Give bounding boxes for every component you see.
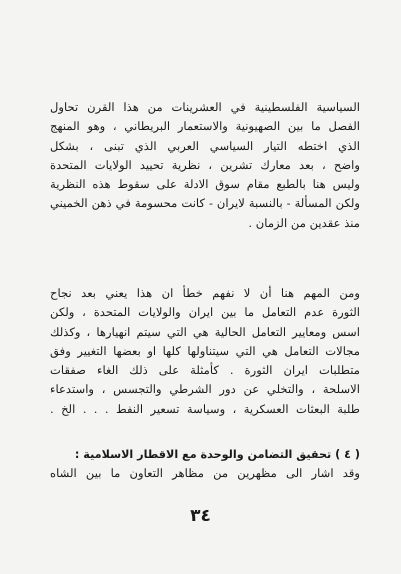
paragraph-line: الاسلحة ، والتخلي عن دور الشرطي والتجسس ، واستدعاء (50, 382, 360, 397)
paragraph-line: طلبة البعثات العسكرية ، وسياسة تسعير النفط . . . الخ . (50, 401, 360, 416)
section-4 (50, 445, 360, 484)
paragraph-2 (50, 284, 360, 419)
page-number: ٣٤ (190, 506, 211, 526)
paragraph-line: السياسية الفلسطينية في العشرينات من هذا القرن تحاول (50, 100, 360, 114)
paragraph-line: وقد اشار الى مظهرين من مظاهر التعاون ما بين الشاه (50, 466, 360, 481)
paragraph-line: ومن المهم هنا أن لا نفهم خطأ ان هذا يعني بعد نجاح (50, 286, 360, 300)
section-heading: ( ٤ ) تحقيق التضامن والوحدة مع الاقطار الاسلامية : (74, 448, 360, 461)
paragraph-line: منذ عقدين من الزمان . (248, 215, 360, 230)
paragraph-line: مجالات التعامل هي التي سيتناولها كلها او بعضها التغيير وفق (50, 343, 360, 358)
paragraph-line: الثورة عدم التعامل ما بين ايران والولايات المتحدة ، ولكن (50, 305, 360, 320)
paragraph-line: ولكن المسألة - بالنسبة لايران - كانت محسومة في ذهن الخميني (50, 196, 360, 211)
paragraph-line: متطلبات ايران الثورة . كأمثلة على ذلك الغاء صفقات (50, 363, 360, 378)
paragraph-line: الفصل ما بين الصهيونية والاستعمار البريطاني ، وهو المنهج (50, 119, 360, 134)
paragraph-line: واضح ، بعد معارك تشرين ، نظرية تحييد الولايات المتحدة (50, 157, 360, 172)
paragraph-line: وليس هنا بالطبع مقام سوق الادلة على سقوط هذه النظرية (50, 177, 360, 192)
paragraph-line: الذي اختطه التيار السياسي العربي الذي تبنى ، بشكل (50, 138, 360, 153)
paragraph-line: اسس ومعايير التعامل الحالية هي التي سيتم انهيارها ، وكذلك (50, 324, 360, 339)
paragraph-1 (50, 98, 360, 233)
